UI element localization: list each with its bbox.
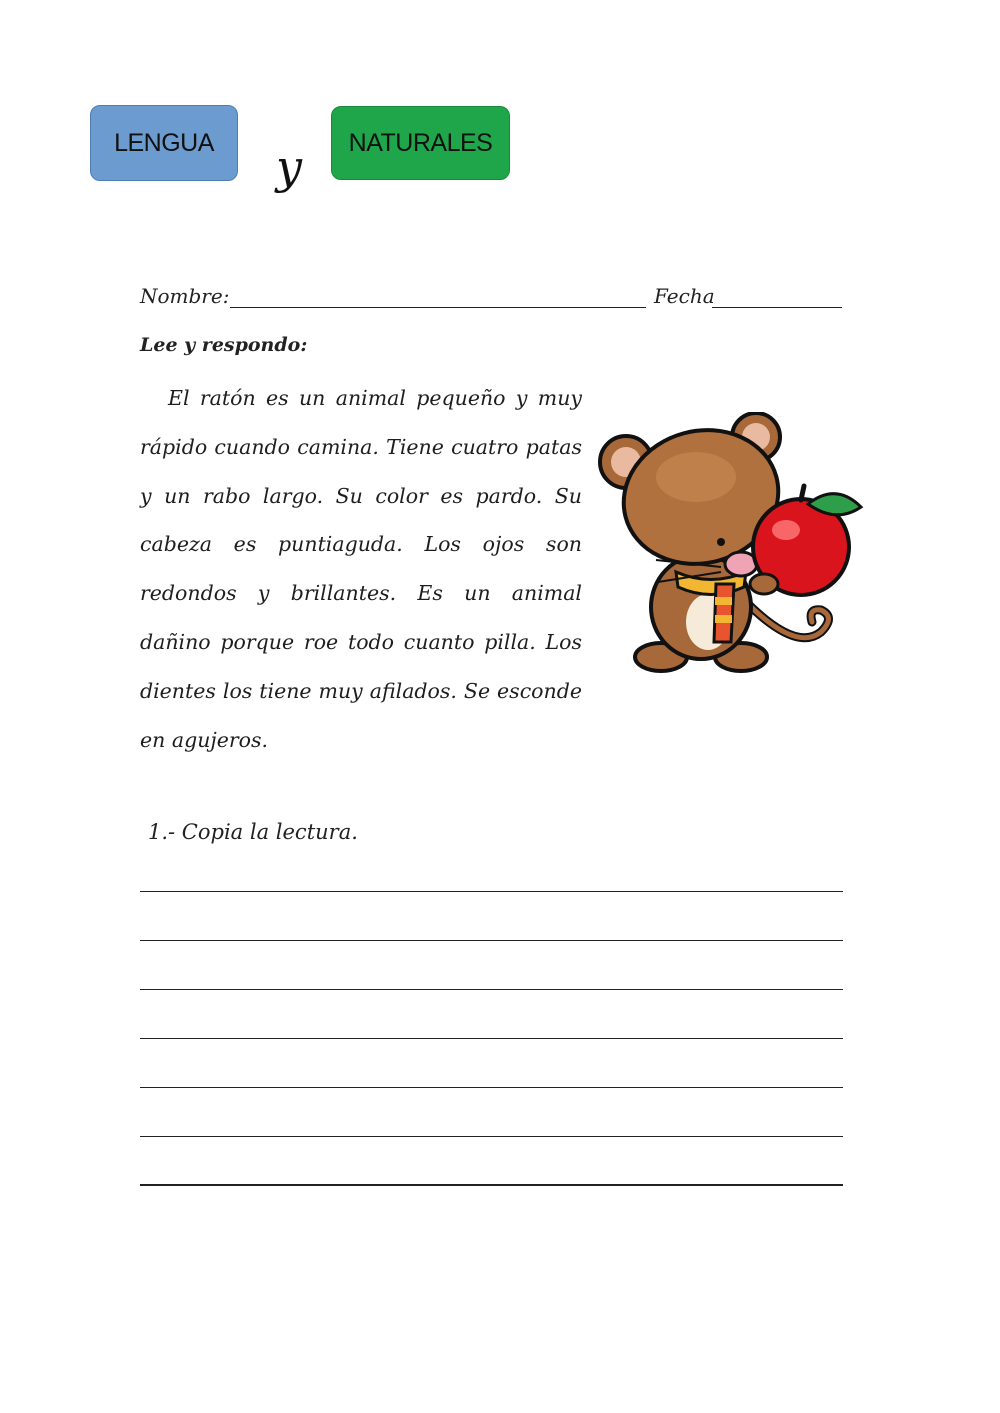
- mouse-apple-illustration: [596, 412, 866, 682]
- answer-line[interactable]: [140, 891, 843, 892]
- instruction-heading: Lee y respondo:: [140, 334, 308, 356]
- subject-tag-naturales: [331, 106, 510, 180]
- date-label: Fecha: [654, 284, 715, 308]
- subject-tag-lengua: [90, 105, 238, 181]
- name-field-line[interactable]: [230, 307, 646, 308]
- subject-tag-naturales-label: NATURALES: [348, 128, 493, 157]
- answer-line[interactable]: [140, 989, 843, 990]
- answer-line[interactable]: [140, 1136, 843, 1137]
- conjunction-text: y: [276, 140, 302, 194]
- subject-tag-lengua-label: LENGUA: [114, 128, 214, 157]
- answer-line[interactable]: [140, 1087, 843, 1088]
- name-label: Nombre:: [140, 284, 230, 308]
- answer-line[interactable]: [140, 1038, 843, 1039]
- exercise-question: 1.- Copia la lectura.: [148, 820, 358, 844]
- reading-passage: El ratón es un animal pequeño y muy rápido cuando camina. Tiene cuatro patas y un rabo largo. Su color es pardo. Su cabeza es puntiaguda. Los ojos son redondos y brillantes. Es un animal dañino porque roe todo cuanto pilla. Los dientes los tiene muy afilados. Se esconde en agujeros.: [140, 386, 582, 752]
- answer-line[interactable]: [140, 1184, 843, 1186]
- date-field-line[interactable]: [712, 307, 842, 308]
- answer-line[interactable]: [140, 940, 843, 941]
